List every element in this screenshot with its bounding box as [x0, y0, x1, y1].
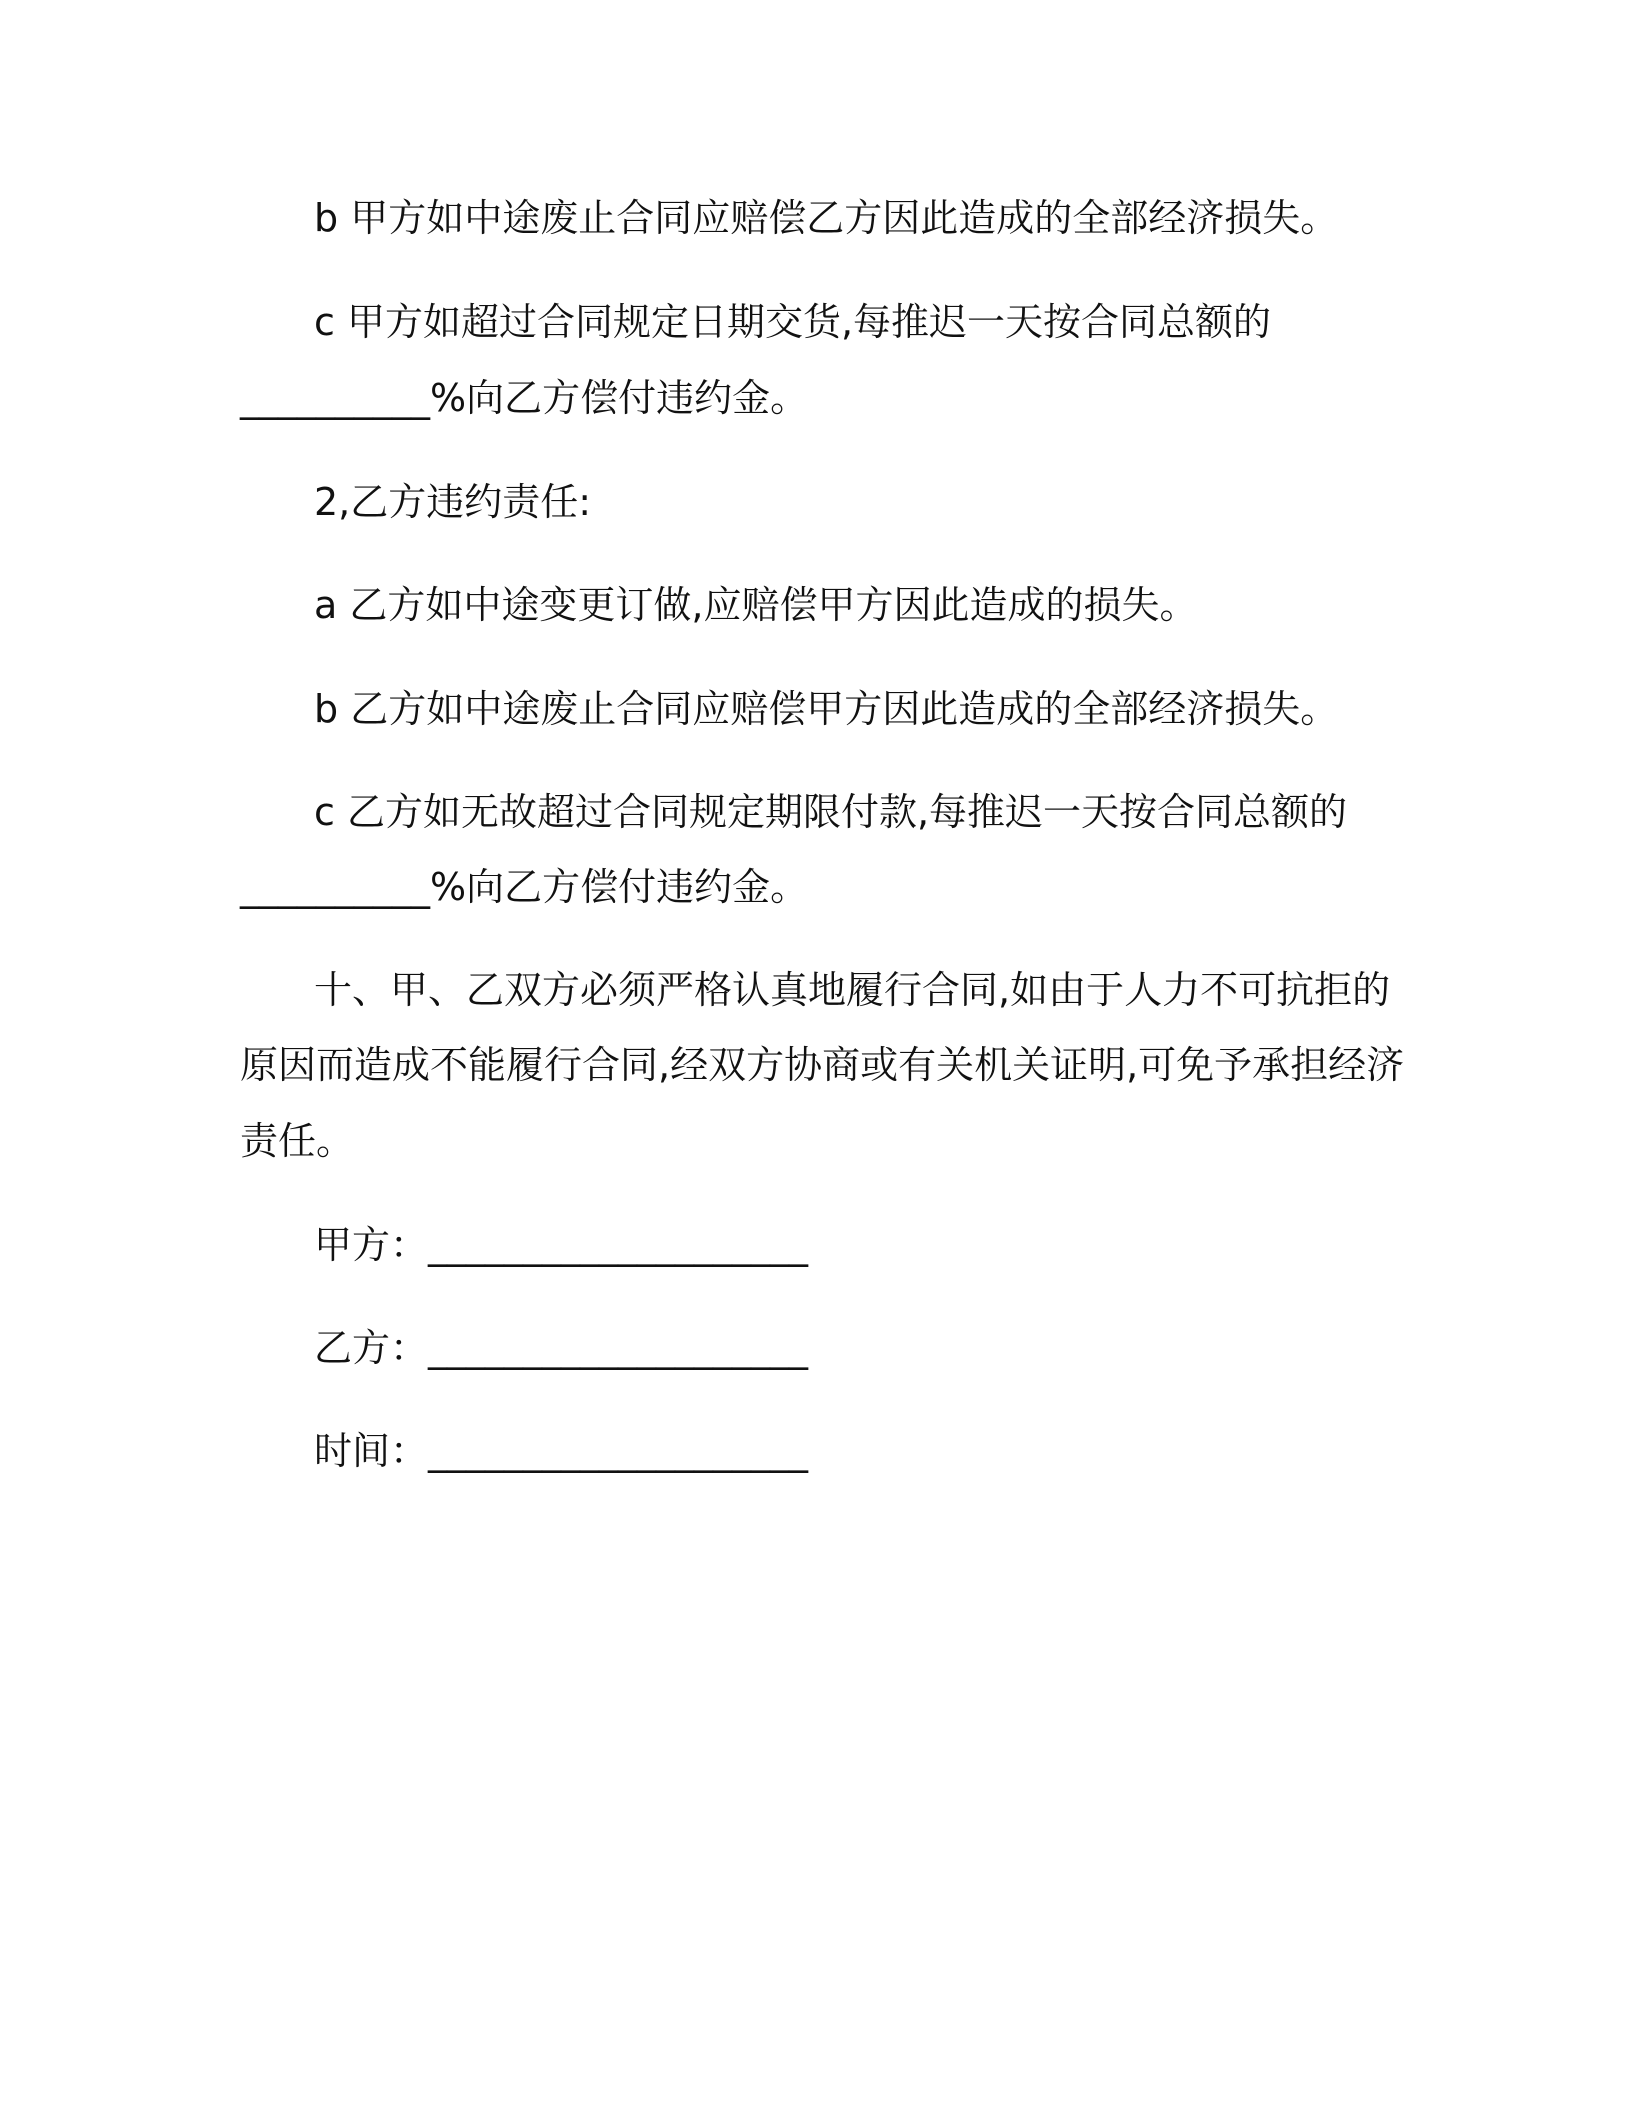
clause-2a: a 乙方如中途变更订做,应赔偿甲方因此造成的损失。 — [314, 583, 1198, 627]
clause-2b: b 乙方如中途废止合同应赔偿甲方因此造成的全部经济损失。 — [314, 687, 1339, 731]
signature-date: 时间：____________________ — [314, 1429, 809, 1473]
clause-2c-line-2: __________%向乙方偿付违约金。 — [240, 865, 809, 909]
clause-10-line-3: 责任。 — [240, 1119, 355, 1163]
clause-10-line-2: 原因而造成不能履行合同,经双方协商或有关机关证明,可免予承担经济 — [240, 1043, 1405, 1087]
clause-2c-line-1: c 乙方如无故超过合同规定期限付款,每推迟一天按合同总额的 — [314, 790, 1348, 834]
clause-10-line-1: 十、甲、乙双方必须严格认真地履行合同,如由于人力不可抗拒的 — [314, 968, 1391, 1012]
clause-1c-line-2: __________%向乙方偿付违约金。 — [240, 376, 809, 420]
clause-1c-line-1: c 甲方如超过合同规定日期交货,每推迟一天按合同总额的 — [314, 300, 1272, 344]
signature-party-b: 乙方：____________________ — [314, 1326, 809, 1370]
clause-1b: b 甲方如中途废止合同应赔偿乙方因此造成的全部经济损失。 — [314, 196, 1339, 240]
clause-2-heading: 2,乙方违约责任: — [314, 480, 592, 524]
signature-party-a: 甲方：____________________ — [314, 1223, 809, 1267]
